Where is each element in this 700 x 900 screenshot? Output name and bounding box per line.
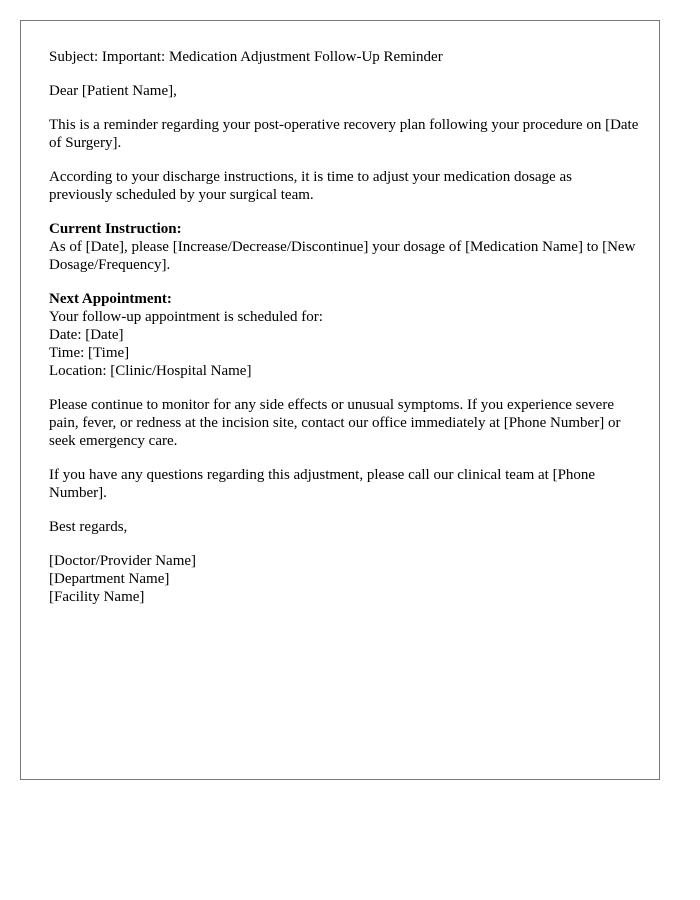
subject-line: Subject: Important: Medication Adjustment Follow-Up Reminder [49, 49, 443, 65]
intro-paragraph: This is a reminder regarding your post-operative recovery plan following your procedure on [Date of Surgery]. [49, 117, 639, 151]
appointment-location: Location: [Clinic/Hospital Name] [49, 363, 252, 379]
appointment-date: Date: [Date] [49, 327, 124, 343]
next-appointment-section [49, 290, 639, 380]
discharge-paragraph: According to your discharge instructions, it is time to adjust your medication dosage as previously scheduled by your surgical team. [49, 169, 572, 203]
appointment-time: Time: [Time] [49, 345, 130, 361]
questions-paragraph: If you have any questions regarding this adjustment, please call our clinical team at [Phone Number]. [49, 467, 596, 501]
signature-doctor: [Doctor/Provider Name] [49, 553, 197, 569]
current-instruction-text: As of [Date], please [Increase/Decrease/Discontinue] your dosage of [Medication Name] to [New Dosage/Frequency]. [49, 239, 636, 273]
letter-body [49, 48, 639, 622]
monitor-paragraph: Please continue to monitor for any side effects or unusual symptoms. If you experience severe pain, fever, or redness at the incision site, contact our office immediately at [Phone Number] or seek emergency care. [49, 397, 621, 449]
signature-block [49, 552, 639, 606]
next-appointment-intro: Your follow-up appointment is scheduled for: [49, 309, 323, 325]
current-instruction-section [49, 220, 639, 274]
next-appointment-heading: Next Appointment: [49, 291, 172, 307]
signature-facility: [Facility Name] [49, 589, 145, 605]
signature-department: [Department Name] [49, 571, 170, 587]
greeting: Dear [Patient Name], [49, 83, 177, 99]
closing: Best regards, [49, 519, 128, 535]
letter-page [20, 20, 660, 780]
current-instruction-heading: Current Instruction: [49, 221, 182, 237]
